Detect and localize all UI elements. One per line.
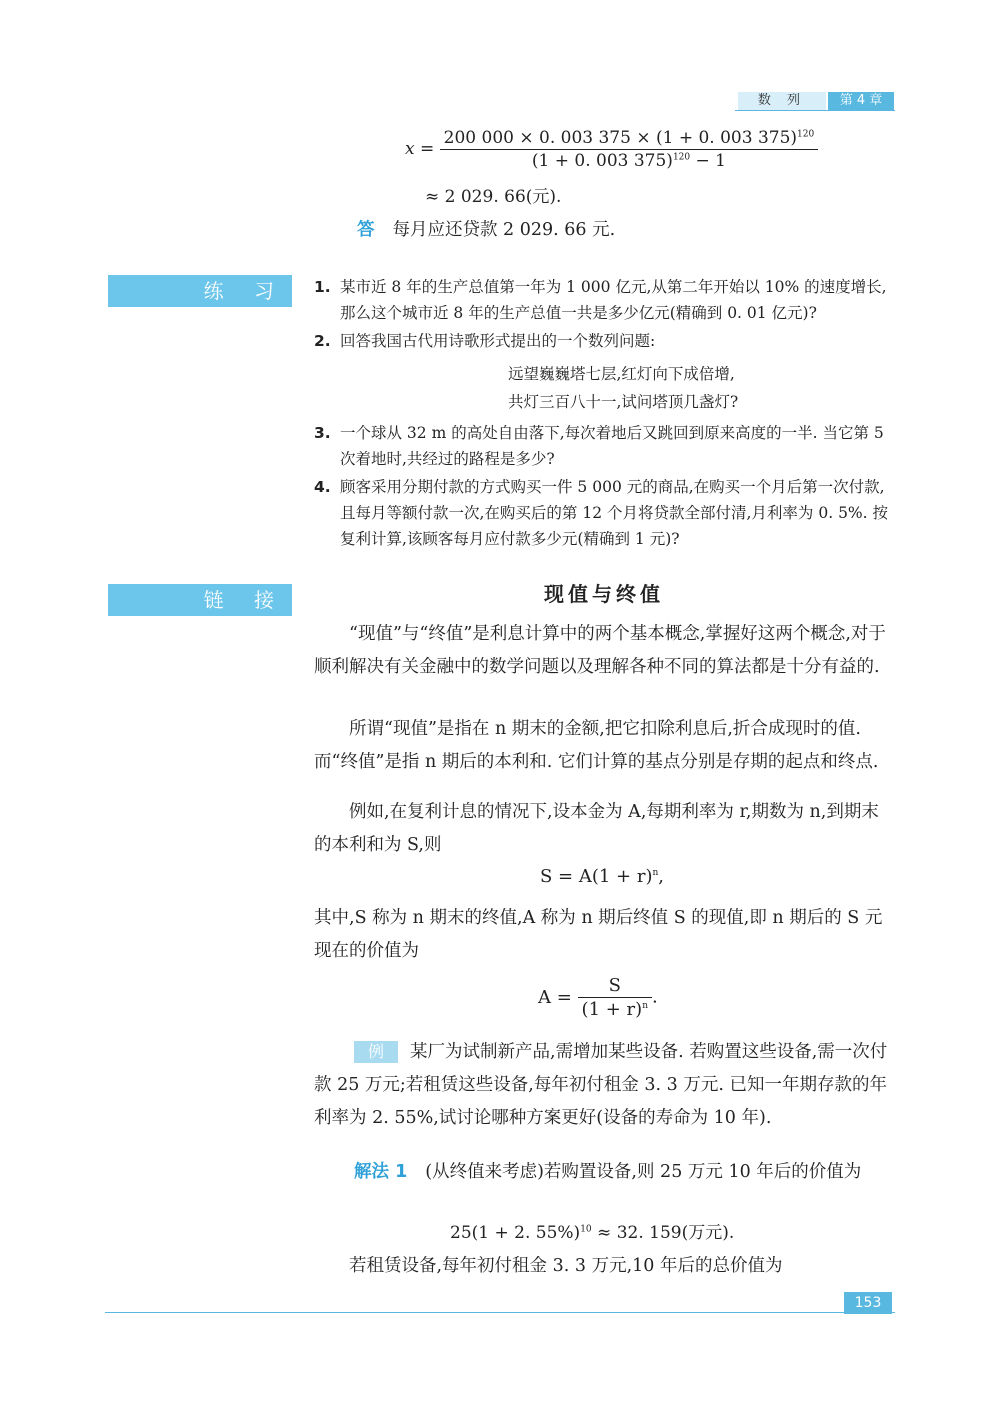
calc-fraction <box>440 128 819 171</box>
practice-item-num: 1. <box>314 278 331 296</box>
answer-text: 每月应还贷款 2 029. 66 元. <box>392 220 616 240</box>
formula-2-num: S <box>578 975 652 998</box>
poem-line: 远望巍巍塔七层,红灯向下成倍增, <box>508 365 735 383</box>
formula-2-left: A = <box>538 987 572 1008</box>
formula-2-tail: . <box>651 986 658 1008</box>
calc-formula <box>405 128 885 171</box>
formula-1 <box>540 866 664 887</box>
formula-3-tail: ≈ 32. 159(万元). <box>591 1223 735 1243</box>
example-block <box>314 1036 894 1135</box>
formula-1-main: S = A(1 + r) <box>540 866 653 887</box>
practice-item-num: 4. <box>314 478 331 496</box>
formula-2-den: (1 + r) <box>581 999 643 1020</box>
practice-item <box>314 274 899 326</box>
calc-denominator-tail: − 1 <box>690 151 726 171</box>
formula-3 <box>450 1218 734 1243</box>
calc-approx: ≈ 2 029. 66(元). <box>425 187 562 207</box>
practice-item-num: 3. <box>314 424 331 442</box>
example-tag: 例 <box>354 1041 398 1063</box>
link-paragraph-4: 其中,S 称为 n 期末的终值,A 称为 n 期后终值 S 的现值,即 n 期后的 S 元现在的价值为 <box>314 908 883 961</box>
footer-rule <box>105 1312 895 1313</box>
solution-text: (从终值来考虑)若购置设备,则 25 万元 10 年后的价值为 <box>425 1162 862 1182</box>
link-paragraph-2: 所谓“现值”是指在 n 期末的金额,把它扣除利息后,折合成现时的值. 而“终值”是指 n 期后的本利和. 它们计算的基点分别是存期的起点和终点. <box>314 719 879 772</box>
formula-2-fraction <box>578 975 652 1020</box>
header-chapter: 第 4 章 <box>828 92 894 110</box>
formula-2-den-exp: n <box>642 1001 648 1011</box>
practice-item <box>314 474 899 552</box>
formula-3-exp: 10 <box>580 1224 592 1235</box>
poem <box>340 360 899 416</box>
calc-x-label: x = <box>405 139 435 159</box>
answer-tag: 答 <box>357 220 375 240</box>
page-number: 153 <box>844 1292 892 1314</box>
link-paragraph-3: 例如,在复利计息的情况下,设本金为 A,每期利率为 r,期数为 n,到期末的本利和为 S,则 <box>314 802 879 855</box>
practice-item <box>314 328 899 416</box>
calc-denominator: (1 + 0. 003 375) <box>531 151 673 171</box>
practice-item <box>314 420 899 472</box>
header-subject: 数 列 <box>738 92 826 110</box>
poem-line: 共灯三百八十一,试问塔顶几盏灯? <box>508 393 739 411</box>
solution-block <box>314 1156 894 1189</box>
practice-list <box>314 274 899 554</box>
practice-item-text: 一个球从 32 m 的高处自由落下,每次着地后又跳回到原来高度的一半. 当它第 5 次着地时,共经过的路程是多少? <box>340 424 884 468</box>
practice-item-text: 回答我国古代用诗歌形式提出的一个数列问题: <box>340 332 656 350</box>
formula-2 <box>538 975 658 1020</box>
solution-tag: 解法 1 <box>354 1162 408 1182</box>
practice-item-text: 某市近 8 年的生产总值第一年为 1 000 亿元,从第二年开始以 10% 的速度增长,那么这个城市近 8 年的生产总值一共是多少亿元(精确到 0. 01 亿元)? <box>340 278 887 322</box>
practice-item-num: 2. <box>314 332 331 350</box>
calc-denominator-exp: 120 <box>672 152 691 163</box>
calc-numerator-exp: 120 <box>797 129 815 140</box>
calc-numerator: 200 000 × 0. 003 375 × (1 + 0. 003 375) <box>443 128 798 148</box>
calc-answer <box>357 216 615 241</box>
link-title: 现值与终值 <box>544 582 664 606</box>
link-label: 链 接 <box>108 584 292 616</box>
link-paragraph-5: 若租赁设备,每年初付租金 3. 3 万元,10 年后的总价值为 <box>349 1256 783 1276</box>
example-text: 某厂为试制新产品,需增加某些设备. 若购置这些设备,需一次付款 25 万元;若租赁这些设备,每年初付租金 3. 3 万元. 已知一年期存款的年利率为 2. 55%,试讨论哪种方案更好(设备的寿命为 10 年). <box>314 1042 888 1128</box>
link-paragraph-1: “现值”与“终值”是利息计算中的两个基本概念,掌握好这两个概念,对于顺利解决有关金融中的数学问题以及理解各种不同的算法都是十分有益的. <box>314 624 886 677</box>
formula-1-exp: n <box>652 868 659 878</box>
practice-item-text: 顾客采用分期付款的方式购买一件 5 000 元的商品,在购买一个月后第一次付款,且每月等额付款一次,在购买后的第 12 个月将贷款全部付清,月利率为 0. 5%. 按复利计算,该顾客每月应付款多少元(精确到 1 元)? <box>340 478 889 548</box>
practice-label: 练 习 <box>108 275 292 307</box>
formula-3-main: 25(1 + 2. 55%) <box>450 1223 581 1243</box>
formula-1-tail: , <box>658 866 665 887</box>
